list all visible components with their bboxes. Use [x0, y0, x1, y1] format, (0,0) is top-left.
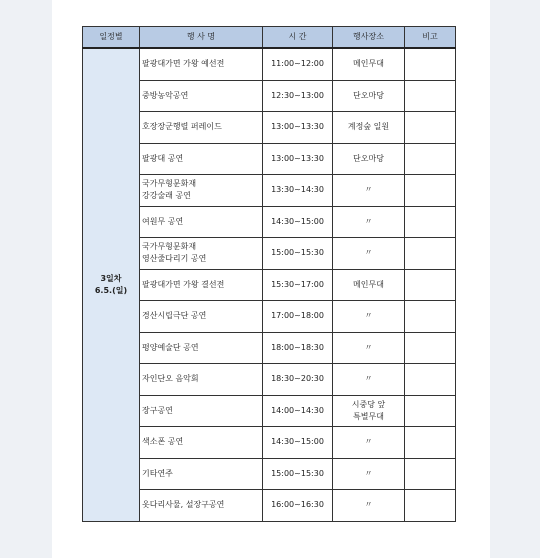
- header-time: 시 간: [263, 27, 333, 49]
- place-cell: [333, 427, 405, 459]
- note-cell: [405, 364, 456, 396]
- place-cell: [333, 364, 405, 396]
- event-name-cell: [140, 80, 263, 112]
- time-cell: 15:00~15:30: [263, 238, 333, 270]
- place-cell: [333, 112, 405, 144]
- day-date: 6.5.(일): [94, 285, 128, 295]
- event-name-cell: [140, 427, 263, 459]
- document-page: [52, 0, 490, 558]
- place-cell-line: 〃: [364, 216, 373, 226]
- schedule-table: [82, 26, 456, 522]
- event-name-cell-line: 기타연주: [142, 468, 173, 478]
- event-name-cell: [140, 206, 263, 238]
- time-cell: 15:30~17:00: [263, 269, 333, 301]
- place-cell-line: 〃: [364, 311, 373, 321]
- header-place: 행사장소: [333, 27, 405, 49]
- header-event: 행 사 명: [140, 27, 263, 49]
- note-cell: [405, 80, 456, 112]
- place-cell-line: 시중당 앞: [351, 399, 386, 409]
- time-cell: 17:00~18:00: [263, 301, 333, 333]
- event-name-cell-line: 팔광대 공연: [142, 153, 184, 163]
- note-cell: [405, 269, 456, 301]
- note-cell: [405, 332, 456, 364]
- time-cell: 13:00~13:30: [263, 112, 333, 144]
- event-name-cell-line: 평양예술단 공연: [142, 342, 199, 352]
- header-note: 비고: [405, 27, 456, 49]
- event-name-cell: [140, 458, 263, 490]
- place-cell: [333, 206, 405, 238]
- place-cell-line: 〃: [364, 437, 373, 447]
- note-cell: [405, 395, 456, 427]
- time-cell: 13:30~14:30: [263, 175, 333, 207]
- time-cell: 14:30~15:00: [263, 206, 333, 238]
- event-name-cell: [140, 364, 263, 396]
- note-cell: [405, 427, 456, 459]
- day-label: 3일차: [100, 273, 122, 283]
- time-cell: 16:00~16:30: [263, 490, 333, 522]
- place-cell: [333, 238, 405, 270]
- place-cell-line: 메인무대: [353, 279, 384, 289]
- event-name-cell-line: 국가무형문화재: [142, 242, 197, 252]
- time-cell: 14:00~14:30: [263, 395, 333, 427]
- time-cell: 15:00~15:30: [263, 458, 333, 490]
- note-cell: [405, 112, 456, 144]
- place-cell: [333, 80, 405, 112]
- time-cell: 11:00~12:00: [263, 48, 333, 80]
- event-name-cell-line: 자인단오 음악회: [142, 374, 199, 384]
- event-name-cell-line: 색소폰 공연: [142, 437, 184, 447]
- event-name-cell-line: 여원무 공연: [142, 216, 184, 226]
- event-name-cell: [140, 301, 263, 333]
- event-name-cell-line: 옷다리사물, 설장구공연: [142, 500, 225, 510]
- place-cell-line: 〃: [364, 342, 373, 352]
- note-cell: [405, 143, 456, 175]
- place-cell-line: 〃: [364, 248, 373, 258]
- table-row: [83, 48, 456, 80]
- event-name-cell: [140, 490, 263, 522]
- event-name-cell: [140, 143, 263, 175]
- place-cell-line: 메인무대: [353, 59, 384, 69]
- note-cell: [405, 48, 456, 80]
- event-name-cell-line: 호장장군행렬 퍼레이드: [142, 122, 222, 132]
- header-row: [83, 27, 456, 49]
- day-cell: [83, 48, 140, 521]
- place-cell-line: 단오마당: [353, 153, 384, 163]
- time-cell: 18:00~18:30: [263, 332, 333, 364]
- event-name-cell: [140, 48, 263, 80]
- place-cell-line: 〃: [364, 500, 373, 510]
- event-name-cell: [140, 238, 263, 270]
- place-cell: [333, 395, 405, 427]
- note-cell: [405, 238, 456, 270]
- event-name-cell-line: 팔광대가면 가왕 예선전: [142, 59, 225, 69]
- place-cell: [333, 269, 405, 301]
- note-cell: [405, 458, 456, 490]
- event-name-cell-line: 경산시립극단 공연: [142, 311, 207, 321]
- place-cell: [333, 458, 405, 490]
- event-name-cell-line: 강강술래 공연: [142, 191, 191, 201]
- time-cell: 14:30~15:00: [263, 427, 333, 459]
- place-cell: [333, 490, 405, 522]
- time-cell: 13:00~13:30: [263, 143, 333, 175]
- place-cell: [333, 143, 405, 175]
- note-cell: [405, 301, 456, 333]
- place-cell-line: 특별무대: [353, 411, 384, 421]
- event-name-cell: [140, 332, 263, 364]
- event-name-cell: [140, 269, 263, 301]
- header-day: 일정별: [83, 27, 140, 49]
- event-name-cell-line: 장구공연: [142, 405, 173, 415]
- place-cell-line: 〃: [364, 374, 373, 384]
- event-name-cell: [140, 175, 263, 207]
- event-name-cell: [140, 395, 263, 427]
- place-cell-line: 단오마당: [353, 90, 384, 100]
- place-cell-line: 〃: [364, 468, 373, 478]
- event-name-cell-line: 영산줄다리기 공연: [142, 254, 207, 264]
- place-cell-line: 〃: [364, 185, 373, 195]
- event-name-cell-line: 국가무형문화재: [142, 179, 197, 189]
- schedule-body: [83, 48, 456, 521]
- note-cell: [405, 175, 456, 207]
- event-name-cell: [140, 112, 263, 144]
- time-cell: 12:30~13:00: [263, 80, 333, 112]
- place-cell: [333, 48, 405, 80]
- place-cell: [333, 175, 405, 207]
- place-cell: [333, 332, 405, 364]
- place-cell: [333, 301, 405, 333]
- event-name-cell-line: 중방농악공연: [142, 90, 189, 100]
- time-cell: 18:30~20:30: [263, 364, 333, 396]
- note-cell: [405, 206, 456, 238]
- event-name-cell-line: 팔광대가면 가왕 결선전: [142, 279, 225, 289]
- place-cell-line: 계정숲 일원: [347, 122, 390, 132]
- note-cell: [405, 490, 456, 522]
